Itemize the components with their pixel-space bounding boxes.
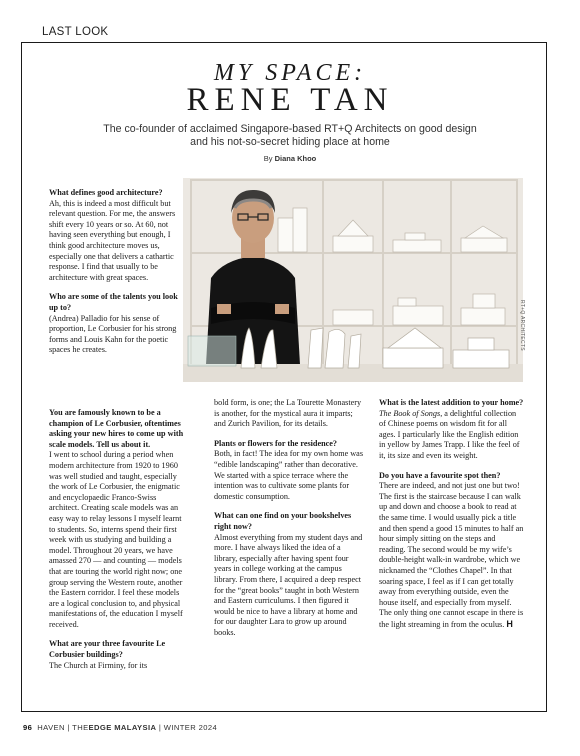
- answer: (Andrea) Palladio for his sense of proportion, Le Corbusier for his strong forms and Louis Kahn for the poetic spaces he creates.: [49, 313, 177, 355]
- qa-block: [49, 639, 184, 671]
- question: Plants or flowers for the residence?: [214, 438, 338, 448]
- qa-block: [379, 471, 524, 631]
- qa-block: [49, 408, 184, 630]
- page-number: 96: [23, 723, 33, 732]
- qa-block: [379, 398, 524, 462]
- section-label: LAST LOOK: [42, 26, 109, 38]
- qa-block: [214, 511, 364, 638]
- headline-name: RENE TAN: [186, 82, 394, 118]
- book-title: The Book of Songs: [379, 408, 441, 418]
- byline-prefix: By: [263, 154, 273, 163]
- magazine-name: HAVEN: [37, 723, 65, 732]
- end-mark: H: [506, 618, 513, 629]
- qa-block: [49, 188, 179, 283]
- byline: [0, 154, 580, 163]
- portrait-photo: [183, 178, 523, 382]
- qa-block: [49, 292, 179, 356]
- question: What are your three favourite Le Corbusier buildings?: [49, 639, 166, 660]
- question: What defines good architecture?: [49, 188, 163, 197]
- qa-block: [214, 398, 364, 430]
- question: You are famously known to be a champion of Le Corbusier, oftentimes asking your new hires to come up with scale models. Tell us about it.: [49, 408, 184, 449]
- column-1-bottom: [49, 408, 184, 680]
- answer: Ah, this is indeed a most difficult but relevant question. For me, the answers shift every 10 years or so. At 60, not having seen everything but enough, I think good architecture moves us, especially one that delivers a cathartic response. I find that usually to be architecture with great spaces.: [49, 198, 176, 282]
- question: Who are some of the talents you look up to?: [49, 292, 178, 312]
- question: What is the latest addition to your home?: [379, 398, 524, 407]
- portrait-illustration: [183, 178, 523, 382]
- headline-kicker: MY SPACE:: [213, 60, 367, 86]
- qa-block: [214, 439, 364, 503]
- publisher-the: THE: [72, 723, 89, 732]
- byline-author: Diana Khoo: [274, 154, 317, 163]
- publisher-edge: EDGE: [88, 723, 112, 732]
- answer: Both, in fact! The idea for my own home was “edible landscaping” rather than decorative. We started with a spice terrace where the intention was to cultivate some plants for domestic consumption.: [214, 449, 364, 501]
- answer: Almost everything from my student days and more. I have always liked the idea of a library, especially after having spent four years in college working at the campus library. From there, I acquired a deep respect for the “great books” taught in both Western and Eastern curriculums. I then figured it would be nice to have a library at home and for our daughter Lara to grow up around books.: [214, 532, 363, 637]
- answer: The Church at Firminy, for its: [49, 660, 148, 670]
- issue: WINTER 2024: [163, 723, 218, 732]
- answer: I went to school during a period when modern architecture from 1920 to 1960 was well studied and taught, especially the work of Le Corbusier, the enigmatic and encyclopaedic Franco-Swiss architect. Creating scale models was an easy way to relay lessons I myself learnt to students. So, interns spend their first week with us studying and building a model. Throughout 20 years, we have amassed 270 — and counting — models that are touring the world right now; one group serving the Western route, another the Eastern corridor. I feel these models are a logical conclusion to, and physical manifestations of, the education I myself received.: [49, 450, 183, 629]
- answer: There are indeed, and not just one but two! The first is the staircase because I can walk up and down and choose a book to read at the same time. I would usually pick a title and then spend a good 15 minutes to half an hour simply sitting on the steps and reading. The second would be my wife’s double-height walk-in wardrobe, which we nicknamed the “Clothes Chapel”. In that soaring space, I feel as if I can get totally away from everything outside, even the house itself, and especially from myself. The only thing one cannot escape in there is the light streaming in from the oculus.: [379, 481, 524, 629]
- photo-credit: RT+Q ARCHITECTS: [519, 300, 525, 351]
- answer: , a delightful collection of Chinese poems on wisdom fit for all ages. I particularly like the English edition in yellow by James Trapp. I like the feel of it, its size and even its weight.: [379, 408, 520, 460]
- page-footer: 96 HAVEN | THEEDGE MALAYSIA | WINTER 2024: [23, 723, 218, 732]
- column-2: [214, 398, 364, 647]
- publisher-malaysia: MALAYSIA: [114, 723, 157, 732]
- standfirst: The co-founder of acclaimed Singapore-based RT+Q Architects on good design and his not-so-secret hiding place at home: [103, 123, 477, 148]
- question: Do you have a favourite spot then?: [379, 470, 501, 480]
- answer: bold form, is one; the La Tourette Monastery is another, for the mystical aura it imparts; and Zurich Pavilion, for its details.: [214, 398, 362, 429]
- column-1-top: [49, 188, 179, 365]
- column-3: [379, 398, 524, 639]
- question: What can one find on your bookshelves right now?: [214, 511, 352, 531]
